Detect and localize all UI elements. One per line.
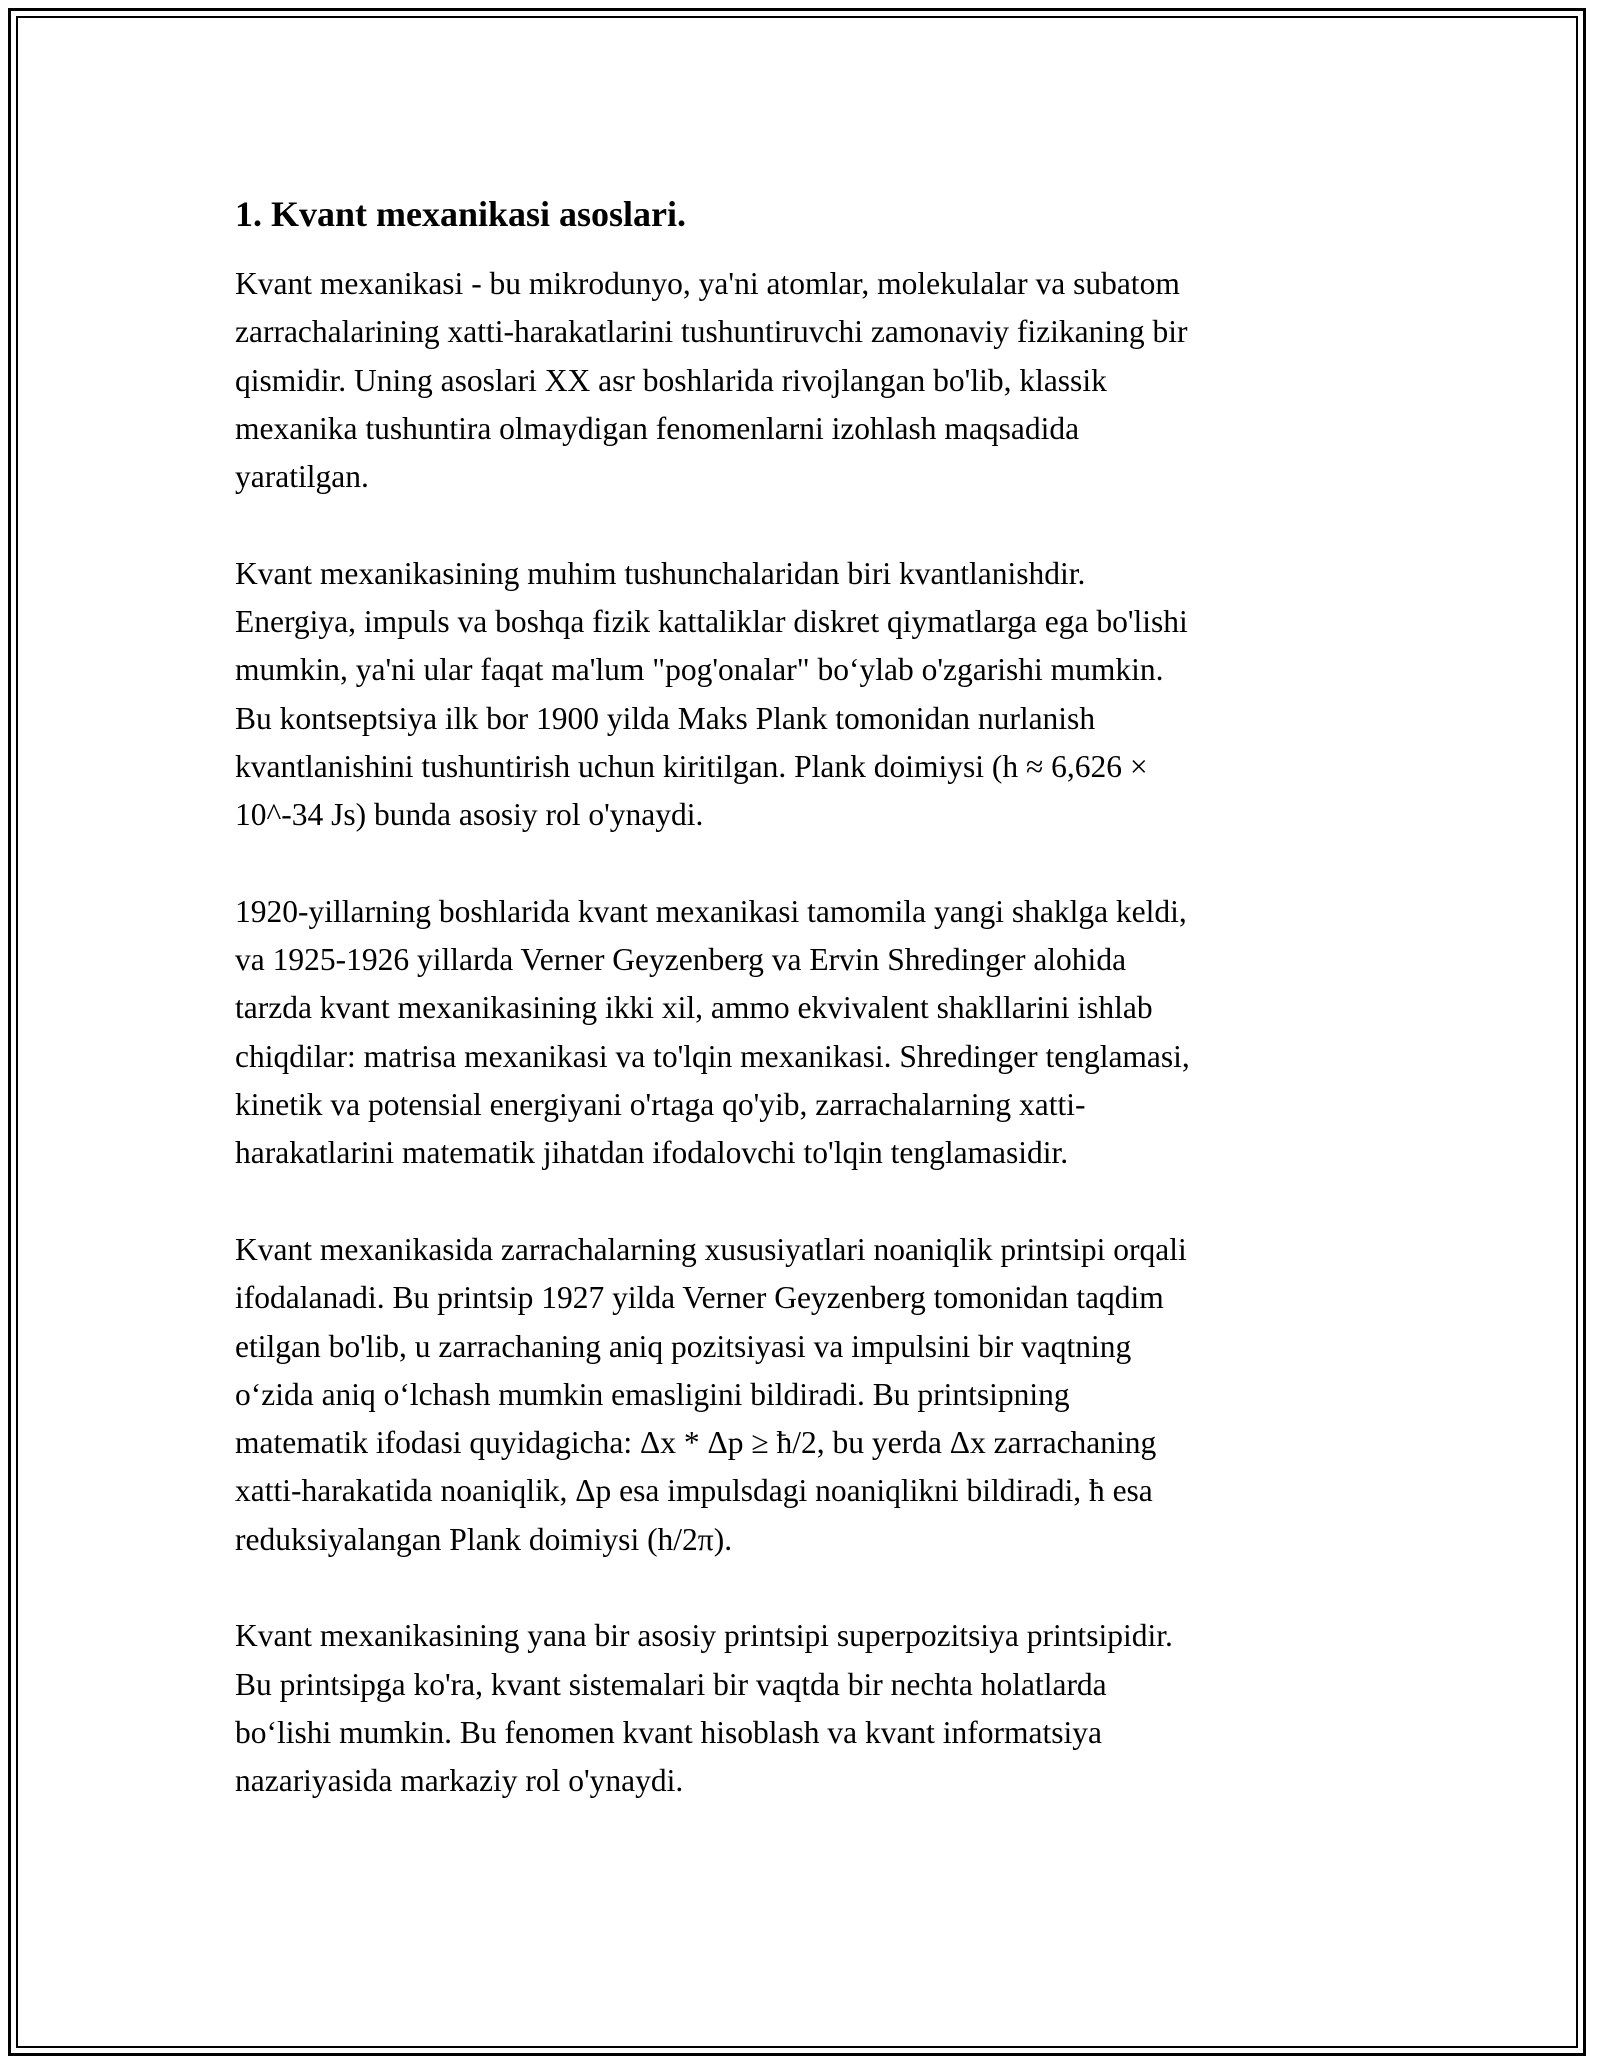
text-line: Kvant mexanikasida zarrachalarning xususiyatlari noaniqlik printsipi orqali — [235, 1231, 1187, 1267]
text-line: Kvant mexanikasining muhim tushunchalaridan biri kvantlanishdir. — [235, 555, 1086, 591]
paragraph-history — [235, 888, 1355, 1178]
text-line: 10^-34 Js) bunda asosiy rol o'ynaydi. — [235, 797, 704, 833]
text-line: Kvant mexanikasi - bu mikrodunyo, ya'ni atomlar, molekulalar va subatom — [235, 266, 1180, 301]
text-line: o‘zida aniq o‘lchash mumkin emasligini bildiradi. Bu printsipning — [235, 1376, 1070, 1412]
paragraph-uncertainty — [235, 1226, 1355, 1564]
text-line: etilgan bo'lib, u zarrachaning aniq pozitsiyasi va impulsini bir vaqtning — [235, 1328, 1132, 1364]
text-line: 1920-yillarning boshlarida kvant mexanikasi tamomila yangi shaklga keldi, — [235, 893, 1187, 929]
text-line: bo‘lishi mumkin. Bu fenomen kvant hisoblash va kvant informatsiya — [235, 1714, 1103, 1750]
text-line: nazariyasida markaziy rol o'ynaydi. — [235, 1763, 684, 1799]
text-line: chiqdilar: matrisa mexanikasi va to'lqin mexanikasi. Shredinger tenglamasi, — [235, 1038, 1190, 1074]
text-line: mexanika tushuntira olmaydigan fenomenlarni izohlash maqsadida — [235, 410, 1080, 446]
text-line: tarzda kvant mexanikasining ikki xil, ammo ekvivalent shakllarini ishlab — [235, 990, 1153, 1026]
text-line: xatti-harakatida noaniqlik, Δp esa impulsdagi noaniqlikni bildiradi, ħ esa — [235, 1473, 1153, 1509]
text-line: reduksiyalangan Plank doimiysi (h/2π). — [235, 1521, 733, 1557]
text-line: va 1925-1926 yillarda Verner Geyzenberg va Ervin Shredinger alohida — [235, 942, 1127, 978]
text-line: qismidir. Uning asoslari XX asr boshlarida rivojlangan bo'lib, klassik — [235, 362, 1107, 398]
document-body — [235, 190, 1355, 1854]
text-line: harakatlarini matematik jihatdan ifodalovchi to'lqin tenglamasidir. — [235, 1135, 1069, 1171]
paragraph-intro — [235, 260, 1355, 501]
text-line: Energiya, impuls va boshqa fizik kattaliklar diskret qiymatlarga ega bo'lishi — [235, 604, 1188, 640]
text-line: kinetik va potensial energiyani o'rtaga qo'yib, zarrachalarning xatti- — [235, 1087, 1086, 1123]
text-line: ifodalanadi. Bu printsip 1927 yilda Verner Geyzenberg tomonidan taqdim — [235, 1280, 1164, 1316]
section-heading: 1. Kvant mexanikasi asoslari. — [235, 194, 687, 234]
text-line: Kvant mexanikasining yana bir asosiy printsipi superpozitsiya printsipidir. — [235, 1618, 1173, 1654]
text-line: Bu printsipga ko'ra, kvant sistemalari bir vaqtda bir nechta holatlarda — [235, 1666, 1107, 1702]
paragraph-quantization — [235, 550, 1355, 840]
paragraph-superposition — [235, 1612, 1355, 1805]
text-line: yaratilgan. — [235, 459, 369, 495]
text-line: matematik ifodasi quyidagicha: Δx * Δp ≥ ħ/2, bu yerda Δx zarrachaning — [235, 1425, 1157, 1461]
text-line: Bu kontseptsiya ilk bor 1900 yilda Maks Plank tomonidan nurlanish — [235, 700, 1096, 736]
text-line: mumkin, ya'ni ular faqat ma'lum "pog'onalar" bo‘ylab o'zgarishi mumkin. — [235, 652, 1164, 688]
text-line: kvantlanishini tushuntirish uchun kiritilgan. Plank doimiysi (h ≈ 6,626 × — [235, 748, 1148, 784]
text-line: zarrachalarining xatti-harakatlarini tushuntiruvchi zamonaviy fizikaning bir — [235, 314, 1188, 350]
